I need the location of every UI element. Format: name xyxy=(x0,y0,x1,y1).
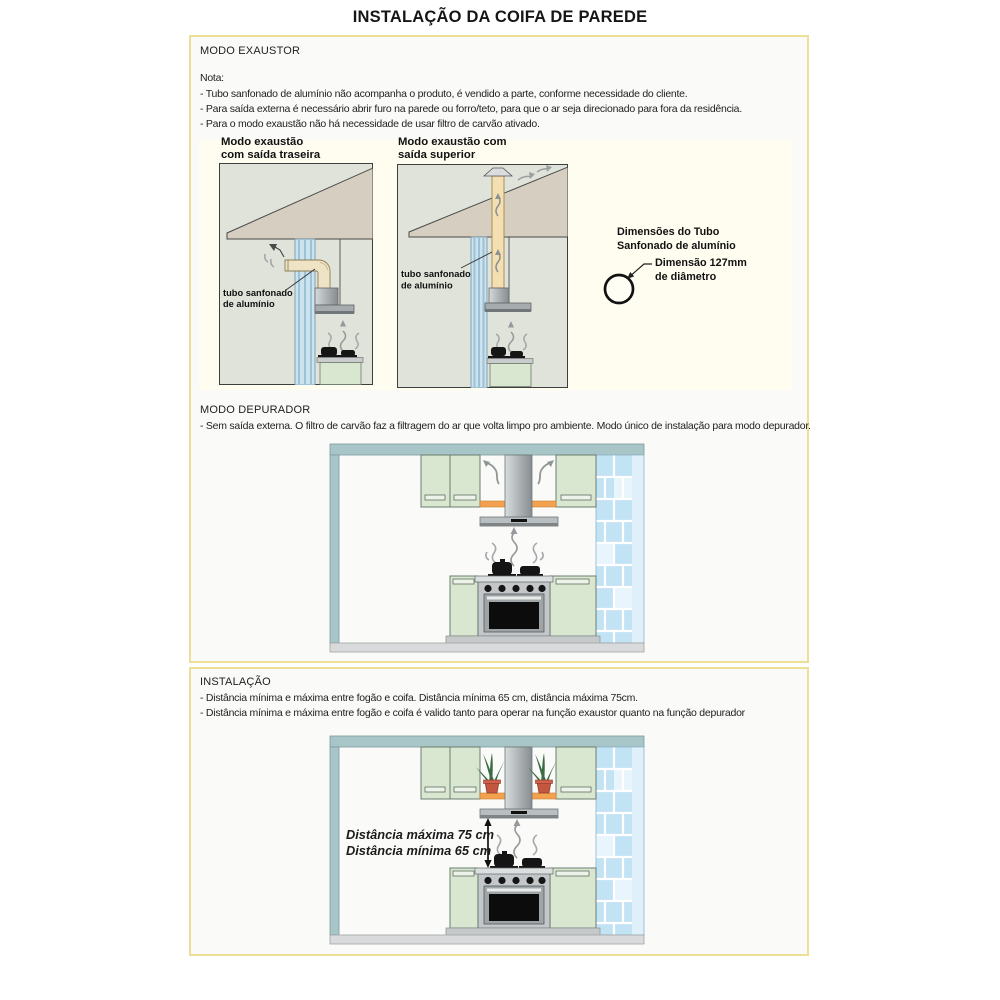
distance-max-label: Distância máxima 75 cm xyxy=(346,827,494,842)
exaustor-heading: MODO EXAUSTOR xyxy=(200,45,301,57)
depurador-note: - Sem saída externa. O filtro de carvão faz a filtragem do ar que volta limpo pro ambiente. Modo único de instalação para modo depurador. xyxy=(200,420,811,432)
exaustor-note-3: - Para o modo exaustão não há necessidade de usar filtro de carvão ativado. xyxy=(200,118,540,130)
tube-dimensions-heading-line1: Dimensões do Tubo xyxy=(617,226,720,238)
tube-dimensions-heading-line2: Sanfonado de alumínio xyxy=(617,239,736,252)
tube-diameter-label xyxy=(655,257,747,284)
exaustor-note-2: - Para saída externa é necessário abrir furo na parede ou forro/teto, para que o ar seja direcionado para fora da residência. xyxy=(200,103,742,115)
tube-label-line2: de alumínio xyxy=(401,280,453,291)
rear-exit-label-line2: com saída traseira xyxy=(221,148,321,161)
tube-dimensions-heading xyxy=(617,226,736,253)
instalacao-note-2: - Distância mínima e máxima entre fogão e coifa é valido tanto para operar na função exaustor quanto na função depurador xyxy=(200,707,745,719)
tube-diameter-line2: de diâmetro xyxy=(655,270,717,283)
depurador-heading: MODO DEPURADOR xyxy=(200,404,311,416)
stove xyxy=(317,358,363,385)
kitchen-illustration-distances xyxy=(328,730,646,952)
kitchen-illustration-depurador xyxy=(328,438,646,660)
floor xyxy=(330,643,644,652)
rear-exit-label xyxy=(221,136,320,161)
tube-label-line2: de alumínio xyxy=(223,299,275,309)
page-title: INSTALAÇÃO DA COIFA DE PAREDE xyxy=(352,8,648,26)
brick-wall xyxy=(596,747,644,935)
distance-min-label: Distância mínima 65 cm xyxy=(346,843,492,858)
top-exit-label xyxy=(398,136,507,161)
top-exit-illustration xyxy=(397,164,568,388)
exaustor-note-1: - Tubo sanfonado de alumínio não acompanha o produto, é vendido a parte, conforme necessidade do cliente. xyxy=(200,88,688,100)
brick-wall xyxy=(596,455,644,643)
top-exit-label-line2: saída superior xyxy=(398,148,476,161)
tube-label-line1: tubo sanfonado xyxy=(223,288,293,298)
tube-diameter-line1: Dimensão 127mm xyxy=(655,257,747,269)
rear-exit-label-line1: Modo exaustão xyxy=(221,136,304,148)
stove xyxy=(475,576,553,636)
instalacao-heading: INSTALAÇÃO xyxy=(200,676,271,688)
instalacao-note-1: - Distância mínima e máxima entre fogão e coifa. Distância mínima 65 cm, distância máxima 75cm. xyxy=(200,692,638,704)
steam xyxy=(486,527,543,566)
tube-cross-section-circle xyxy=(605,275,633,303)
dimension-arrow-line xyxy=(632,264,652,275)
nota-label: Nota: xyxy=(200,72,224,84)
stove xyxy=(475,868,553,928)
floor xyxy=(330,935,644,944)
tube-label-line1: tubo sanfonado xyxy=(401,269,471,279)
stove xyxy=(487,359,533,387)
top-exit-label-line1: Modo exaustão com xyxy=(398,136,507,148)
wall xyxy=(471,237,487,388)
rear-exit-illustration xyxy=(219,163,373,385)
